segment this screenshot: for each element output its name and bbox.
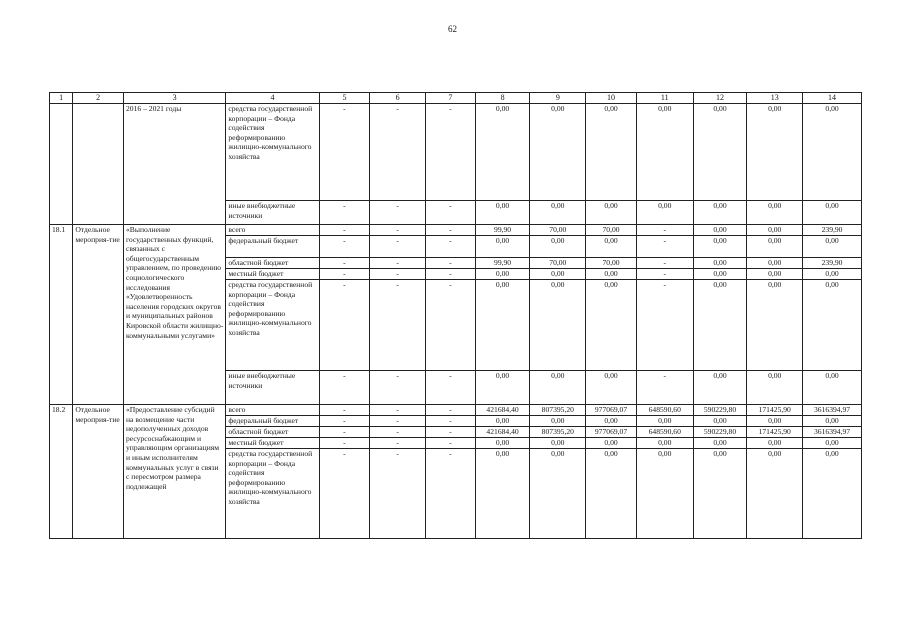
- header-cell: 13: [747, 93, 803, 104]
- value-cell: 590229,80: [693, 427, 747, 438]
- value-cell: 70,00: [530, 225, 586, 236]
- budget-table: [49, 92, 862, 539]
- value-cell: 0,00: [586, 280, 637, 371]
- value-cell: -: [426, 258, 476, 269]
- funding-source-cell: областной бюджет: [226, 427, 319, 438]
- value-cell: -: [636, 371, 693, 405]
- value-cell: -: [636, 280, 693, 371]
- value-cell: 0,00: [530, 449, 586, 539]
- value-cell: 0,00: [803, 269, 862, 280]
- value-cell: -: [370, 225, 426, 236]
- value-cell: 0,00: [747, 269, 803, 280]
- value-cell: 0,00: [475, 269, 530, 280]
- funding-source-cell: всего: [226, 405, 319, 416]
- value-cell: 977069,07: [586, 427, 637, 438]
- value-cell: -: [636, 269, 693, 280]
- header-cell: 10: [586, 93, 637, 104]
- header-cell: 4: [226, 93, 319, 104]
- value-cell: 0,00: [693, 438, 747, 449]
- value-cell: 171425,90: [747, 405, 803, 416]
- funding-source-cell: федеральный бюджет: [226, 416, 319, 427]
- value-cell: -: [319, 405, 370, 416]
- value-cell: 70,00: [530, 258, 586, 269]
- value-cell: 0,00: [803, 416, 862, 427]
- value-cell: 0,00: [475, 416, 530, 427]
- value-cell: 70,00: [586, 258, 637, 269]
- value-cell: -: [319, 201, 370, 225]
- value-cell: 0,00: [530, 371, 586, 405]
- funding-source-cell: средства государственной корпорации – Фонда содействия реформированию жилищно-коммунального хозяйства: [226, 449, 319, 539]
- value-cell: -: [636, 258, 693, 269]
- value-cell: 99,90: [475, 225, 530, 236]
- value-cell: -: [319, 269, 370, 280]
- value-cell: 0,00: [475, 236, 530, 258]
- value-cell: 0,00: [475, 371, 530, 405]
- value-cell: 0,00: [747, 236, 803, 258]
- value-cell: 0,00: [530, 104, 586, 201]
- funding-source-cell: иные внебюджетные источники: [226, 371, 319, 405]
- value-cell: -: [319, 236, 370, 258]
- value-cell: -: [319, 104, 370, 201]
- value-cell: -: [370, 405, 426, 416]
- value-cell: -: [426, 104, 476, 201]
- value-cell: 99,90: [475, 258, 530, 269]
- value-cell: -: [636, 236, 693, 258]
- item-name-cell: «Выполнение государственных функций, связанных с общегосударственным управлением, по проведению социологического исследования «Удовлетворенность населения городских округов и муниципальных районов Кировской области жилищно-коммунальными услугами»: [123, 225, 225, 405]
- value-cell: -: [370, 427, 426, 438]
- value-cell: 0,00: [586, 104, 637, 201]
- header-cell: 5: [319, 93, 370, 104]
- value-cell: 0,00: [693, 416, 747, 427]
- value-cell: 0,00: [747, 438, 803, 449]
- header-row: [50, 93, 862, 104]
- value-cell: 0,00: [803, 201, 862, 225]
- value-cell: 0,00: [636, 104, 693, 201]
- value-cell: -: [426, 438, 476, 449]
- value-cell: 0,00: [747, 280, 803, 371]
- value-cell: 0,00: [747, 416, 803, 427]
- value-cell: 0,00: [475, 438, 530, 449]
- value-cell: 0,00: [803, 449, 862, 539]
- value-cell: 0,00: [803, 371, 862, 405]
- header-cell: 8: [475, 93, 530, 104]
- value-cell: 0,00: [530, 438, 586, 449]
- value-cell: 0,00: [636, 438, 693, 449]
- header-cell: 12: [693, 93, 747, 104]
- value-cell: 0,00: [586, 269, 637, 280]
- header-cell: 1: [50, 93, 73, 104]
- table-row: [50, 405, 862, 416]
- header-cell: 3: [123, 93, 225, 104]
- value-cell: -: [370, 258, 426, 269]
- value-cell: 0,00: [530, 269, 586, 280]
- value-cell: 807395,20: [530, 405, 586, 416]
- value-cell: -: [370, 449, 426, 539]
- value-cell: -: [319, 427, 370, 438]
- value-cell: 0,00: [530, 236, 586, 258]
- value-cell: 0,00: [693, 258, 747, 269]
- value-cell: -: [319, 280, 370, 371]
- value-cell: 0,00: [586, 416, 637, 427]
- funding-source-cell: иные внебюджетные источники: [226, 201, 319, 225]
- header-cell: 9: [530, 93, 586, 104]
- item-number-cell: 18.1: [50, 225, 73, 405]
- value-cell: 0,00: [693, 225, 747, 236]
- value-cell: -: [370, 438, 426, 449]
- header-cell: 14: [803, 93, 862, 104]
- value-cell: 0,00: [747, 225, 803, 236]
- item-type-cell: Отдельное мероприя-тие: [73, 225, 124, 405]
- value-cell: 0,00: [586, 449, 637, 539]
- value-cell: 239,90: [803, 258, 862, 269]
- value-cell: 0,00: [586, 236, 637, 258]
- header-cell: 2: [73, 93, 124, 104]
- funding-source-cell: областной бюджет: [226, 258, 319, 269]
- value-cell: 807395,20: [530, 427, 586, 438]
- item-number-cell: 18.2: [50, 405, 73, 539]
- item-type-cell: [73, 104, 124, 225]
- value-cell: -: [370, 371, 426, 405]
- page-number: 62: [448, 24, 457, 34]
- value-cell: 0,00: [693, 449, 747, 539]
- item-type-cell: Отдельное мероприя-тие: [73, 405, 124, 539]
- value-cell: 0,00: [475, 280, 530, 371]
- value-cell: -: [426, 280, 476, 371]
- value-cell: 0,00: [530, 416, 586, 427]
- value-cell: 648590,60: [636, 405, 693, 416]
- value-cell: 0,00: [636, 201, 693, 225]
- table-row: [50, 104, 862, 201]
- value-cell: -: [426, 236, 476, 258]
- header-cell: 11: [636, 93, 693, 104]
- funding-source-cell: местный бюджет: [226, 438, 319, 449]
- value-cell: -: [319, 449, 370, 539]
- header-cell: 6: [370, 93, 426, 104]
- value-cell: 0,00: [693, 371, 747, 405]
- value-cell: 0,00: [586, 438, 637, 449]
- value-cell: 0,00: [747, 258, 803, 269]
- value-cell: 0,00: [747, 449, 803, 539]
- funding-source-cell: средства государственной корпорации – Фонда содействия реформированию жилищно-коммунального хозяйства: [226, 280, 319, 371]
- value-cell: -: [319, 416, 370, 427]
- value-cell: 0,00: [747, 201, 803, 225]
- funding-source-cell: всего: [226, 225, 319, 236]
- value-cell: -: [636, 225, 693, 236]
- value-cell: 421684,40: [475, 427, 530, 438]
- value-cell: 0,00: [803, 236, 862, 258]
- value-cell: 70,00: [586, 225, 637, 236]
- item-name-cell: «Предоставление субсидий на возмещение части недополученных доходов ресурсоснабжающим и управляющим организациям и иным исполнителям коммунальных услуг в связи с пересмотром размера подлежащей: [123, 405, 225, 539]
- value-cell: 0,00: [693, 269, 747, 280]
- value-cell: 0,00: [747, 371, 803, 405]
- value-cell: 3616394,97: [803, 427, 862, 438]
- value-cell: 0,00: [693, 104, 747, 201]
- value-cell: -: [426, 371, 476, 405]
- value-cell: 421684,40: [475, 405, 530, 416]
- value-cell: 0,00: [586, 201, 637, 225]
- funding-source-cell: средства государственной корпорации – Фонда содействия реформированию жилищно-коммунального хозяйства: [226, 104, 319, 201]
- value-cell: -: [370, 269, 426, 280]
- value-cell: 0,00: [636, 449, 693, 539]
- value-cell: -: [426, 225, 476, 236]
- value-cell: -: [319, 225, 370, 236]
- value-cell: -: [426, 269, 476, 280]
- value-cell: -: [426, 201, 476, 225]
- value-cell: 0,00: [586, 371, 637, 405]
- value-cell: -: [370, 236, 426, 258]
- value-cell: -: [319, 258, 370, 269]
- value-cell: 0,00: [693, 280, 747, 371]
- value-cell: 0,00: [475, 201, 530, 225]
- value-cell: 171425,90: [747, 427, 803, 438]
- value-cell: -: [426, 449, 476, 539]
- value-cell: 0,00: [693, 236, 747, 258]
- value-cell: 0,00: [803, 438, 862, 449]
- value-cell: -: [319, 371, 370, 405]
- value-cell: 0,00: [475, 449, 530, 539]
- value-cell: -: [426, 405, 476, 416]
- value-cell: -: [370, 104, 426, 201]
- value-cell: 0,00: [803, 104, 862, 201]
- value-cell: 3616394,97: [803, 405, 862, 416]
- value-cell: 0,00: [803, 280, 862, 371]
- value-cell: 648590,60: [636, 427, 693, 438]
- value-cell: 0,00: [530, 280, 586, 371]
- value-cell: 0,00: [747, 104, 803, 201]
- value-cell: 590229,80: [693, 405, 747, 416]
- value-cell: 239,90: [803, 225, 862, 236]
- value-cell: 0,00: [530, 201, 586, 225]
- value-cell: -: [370, 201, 426, 225]
- funding-source-cell: федеральный бюджет: [226, 236, 319, 258]
- value-cell: -: [370, 280, 426, 371]
- value-cell: 0,00: [693, 201, 747, 225]
- item-number-cell: [50, 104, 73, 225]
- value-cell: -: [426, 416, 476, 427]
- header-cell: 7: [426, 93, 476, 104]
- item-name-cell: 2016 – 2021 годы: [123, 104, 225, 225]
- value-cell: -: [319, 438, 370, 449]
- value-cell: 977069,07: [586, 405, 637, 416]
- table-row: [50, 225, 862, 236]
- value-cell: 0,00: [636, 416, 693, 427]
- funding-source-cell: местный бюджет: [226, 269, 319, 280]
- value-cell: -: [426, 427, 476, 438]
- value-cell: -: [370, 416, 426, 427]
- value-cell: 0,00: [475, 104, 530, 201]
